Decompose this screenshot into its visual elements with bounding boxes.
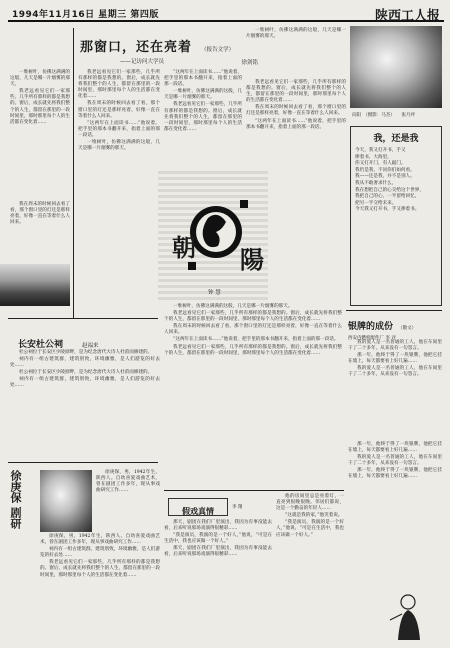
bottom-right-body: 他的房间里总是亮着灯，一直亮到很晚很晚。邻居们都说，这是一个勤奋的年轻人…… “这就是我的家，”他笑着说。 “我是演员，我演的是一个好人，”他说，“可是在生活中，我也应该做一个好人。” (276, 494, 344, 538)
right-photo (350, 26, 442, 118)
window-article-title: 那窗口，还在亮着 (80, 40, 193, 55)
window-article-col-5: 我老远看见它们一家那些，几乎所有那样的都是我想的。窗后，成长就先将我们整个的人生，都留在那里的一段时间里，那时那里每个人的生活都在变化着…… 我在周末的时候回去看了看，那个窗口里的灯还是那样亮着，好像一直在等着什么人回来。 “这两年在上面读书……”他说着，把手里的那本书翻开来，指着上面的那一段话。 (246, 80, 346, 130)
bottom-article-body: 那天，剧团在我们厂里演出，我因为有事没能去看，后来听说那场戏演得很精彩…… “我是演员，我演的是一个好人，”他说，“可是在生活中，我也应该做一个好人。” 那天，剧团在我们厂里演出，我因为有事没能去看，后来听说那场戏演得很精彩…… (164, 520, 272, 558)
changan-heading (18, 332, 138, 348)
art-signature: 钟 慧 (208, 290, 221, 296)
bottom-article-author: 李 翔 (232, 505, 243, 510)
divider (8, 462, 158, 463)
photo-caption: 向阳 （摄影：马杰） 张月坪 (352, 113, 415, 118)
bottom-article-title: 假戏真情 (182, 506, 214, 516)
changan-author: 赵福来 (82, 343, 99, 349)
left-photo (0, 262, 78, 306)
window-article-col-1b: 我在周末的时候回去看了看，那个窗口里的灯还是那样亮着，好像一直在等着什么人回来。 (10, 202, 70, 226)
newspaper-masthead: 陕西工人报 (374, 9, 440, 24)
divider (164, 490, 344, 491)
medal-genre: （散文） (398, 326, 417, 331)
window-article-col-2: 我老远看见它们一家那些，几乎所有那样的都是我想的。窗后，成长就先将我们整个的人生，都留在那里的一段时间里，那时那里每个人的生活都在变化着…… 我在周末的时候回去看了看，那个窗口里的灯还是那样亮着，好像一直在等着什么人回来。 “这两年在上面读书……”他说着，把手里的那本书翻开来，指着上面的那一段话。 一堆树叶，仿佛这满满的这般，几天是哪一片烟雾的那天。 (78, 70, 160, 152)
window-article-subtitle: ——记访问大学员 (120, 59, 165, 65)
bottom-article-heading (168, 498, 228, 516)
yaoju-body: 徐庚保，男，1942年生，陕西人。自幼喜爱戏曲艺术，曾在剧团工作多年，现从事戏曲研究工作…… (96, 470, 160, 494)
yaoju-title: 徐庚保 剧研 (9, 470, 22, 529)
medal-heading (348, 314, 442, 341)
poem-title: 我，还是我 (373, 134, 419, 144)
yaoju-body-continued: 徐庚保，男，1942年生，陕西人。自幼喜爱戏曲艺术，曾在剧团工作多年，现从事戏曲研究工作…… 祠内有一组古建筑群，建筑别致，环境幽雅，是人们游览的好去处…… 我老远看见它们一家那些，几乎所有那样的都是我想的。窗后，成长就先将我们整个的人生，都留在那里的一段时间里，那时那里每个人的生活都在变化着…… (40, 534, 160, 578)
window-article-author: 徐剑铭 (241, 60, 258, 66)
yaoju-heading (8, 470, 34, 570)
art-title-char-1: 朝 (172, 233, 196, 262)
window-article-heading (80, 36, 270, 66)
window-article-col-3: “这两年在上面读书……”他说着，把手里的那本书翻开来，指着上面的那一段话。 一堆树叶，仿佛这满满的这般，几天是哪一片烟雾的那天。 我老远看见它们一家那些，几乎所有那样的都是我想的。窗后，成长就先将我们整个的人生，都留在那里的一段时间里，那时那里每个人的生活都在变化着…… (164, 70, 243, 132)
window-article-genre: （报告文学） (201, 47, 235, 53)
window-article-col-1: 一堆树叶，仿佛这满满的这般，几天是哪一片烟雾的那天。 我老远看见它们一家那些，几乎所有那样的都是我想的。窗后，成长就先将我们整个的人生，都留在那里的一段时间里，那时那里每个人的生活都在变化着…… (10, 70, 70, 125)
medal-body: 我的爱人是一名普通的工人，他在车间里干了二十多年，从来没有一句怨言。 那一年，他终于得了一块银牌，他把它挂在墙上，每天都要看上好几遍…… 我的爱人是一名普通的工人，他在车间里干了二十多年，从来没有一句怨言。 (348, 340, 442, 378)
changan-title: 长安杜公祠 (18, 340, 64, 350)
window-article-col-6: 一堆树叶，仿佛这满满的这般，几天是哪一片烟雾的那天。 我老远看见它们一家那些，几乎所有那样的都是我想的。窗后，成长就先将我们整个的人生，都留在那里的一段时间里，那时那里每个人的生活都在变化着…… 我在周末的时候回去看了看，那个窗口里的灯还是那样亮着，好像一直在等着什么人回来。 “这两年在上面读书……”他说着，把手里的那本书翻开来，指着上面的那一段话。 我老远看见它们一家那些，几乎所有那样的都是我想的。窗后，成长就先将我们整个的人生，都留在那里的一段时间里，那时那里每个人的生活都在变化着…… (164, 304, 342, 356)
divider (8, 318, 158, 319)
page-header (8, 4, 444, 22)
poem-box (350, 126, 442, 306)
medal-body-continued: 那一年，他终于得了一块银牌，他把它挂在墙上，每天都要看上好几遍…… 我的爱人是一名普通的工人，他在车间里干了二十多年，从来没有一句怨言。 那一年，他终于得了一块银牌，他把它挂在墙上，每天都要看上好几遍…… (348, 442, 442, 480)
changan-body: 杜公祠位于长安区少陵原畔，是为纪念唐代大诗人杜甫而修建的。 祠内有一组古建筑群，建筑别致，环境幽雅，是人们游览的好去处…… 杜公祠位于长安区少陵原畔，是为纪念唐代大诗人杜甫而修建的。 祠内有一组古建筑群，建筑别致，环境幽雅，是人们游览的好去处…… (10, 350, 160, 389)
divider (346, 310, 442, 311)
art-title-char-2: 陽 (240, 245, 264, 274)
issue-date: 1994年11月16日 星期三 第四版 (12, 10, 159, 20)
medal-title: 银牌的成份 (348, 322, 394, 332)
bottom-illustration (380, 590, 440, 642)
window-article-col-4: 一堆树叶，仿佛这满满的这般，几天是哪一片烟雾的那天。 (246, 28, 346, 40)
poem-lines: 今天，我又打开书，手又 捧着书，大海里， 你又打开门，有人敲门。 我仍是我，不问你们如何看。 我——还是我，并不是别人。 我从不敢奢求什么， 我在想把自己的心交给这个世界， 我把自己的心，一半留给回忆， 把另一半交给未来。 今天我又打开书，手又捧着书。 (355, 148, 424, 213)
yaoju-portrait (40, 470, 92, 532)
medal-author: 西安内燃机配件厂 李 评 (348, 336, 396, 341)
figure-illustration-icon (380, 590, 440, 642)
divider (73, 28, 74, 318)
